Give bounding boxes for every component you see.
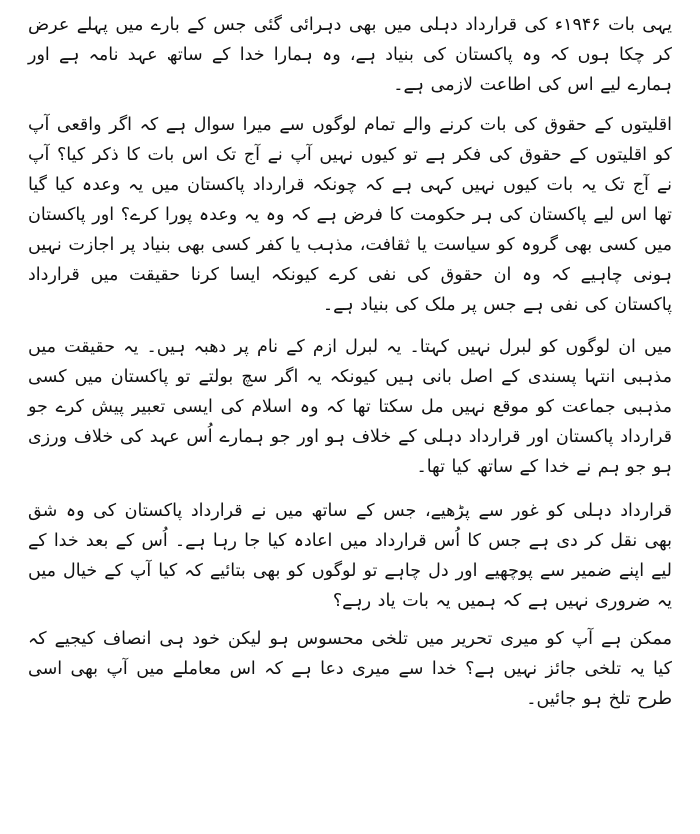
paragraph-minority-rights: اقلیتوں کے حقوق کی بات کرنے والے تمام لوگوں سے میرا سوال ہے کہ اگر واقعی آپ کو اقلیتوں کے حقوق کی فکر ہے تو کیوں نہیں آپ نے آج تک اس بات کا ذکر کیا؟ آپ نے آج تک یہ بات کیوں نہیں کہی ہے کہ چونکہ قرارداد پاکستان میں یہ وعدہ کیا گیا تھا اس لیے پاکستان کی ہر حکومت کا فرض ہے کہ وہ یہ وعدہ پورا کرے؟ اور پاکستان میں کسی بھی گروہ کو سیاست یا ثقافت، مذہب یا کفر کسی بھی بنیاد پر اجازت نہیں ہونی چاہیے کہ وہ ان حقوق کی نفی کرے کیونکہ ایسا کرنا حقیقت میں قرارداد پاکستان کی نفی ہے جس پر ملک کی بنیاد ہے۔ (28, 115, 672, 315)
paragraph-closing-prayer: ممکن ہے آپ کو میری تحریر میں تلخی محسوس ہو لیکن خود ہی انصاف کیجیے کہ کیا یہ تلخی جائز نہیں ہے؟ خدا سے میری دعا ہے کہ اس معاملے میں آپ بھی اسی طرح تلخ ہو جائیں۔ (28, 629, 672, 709)
paragraph-liberals: میں ان لوگوں کو لبرل نہیں کہتا۔ یہ لبرل ازم کے نام پر دھبہ ہیں۔ یہ حقیقت میں مذہبی انتہا پسندی کے اصل بانی ہیں کیونکہ یہ اگر سچ بولتے تو پاکستان میں کسی مذہبی جماعت کو موقع نہیں مل سکتا تھا کہ وہ اسلام کی ایسی تعبیر پیش کرے جو قرارداد پاکستان اور قرارداد دہلی کے خلاف ہو اور جو ہمارے اُس عہد کی خلاف ورزی ہو جو ہم نے خدا کے ساتھ کیا تھا۔ (28, 337, 672, 477)
paragraph-delhi-resolution: یہی بات ۱۹۴۶ء کی قرارداد دہلی میں بھی دہرائی گئی جس کے بارے میں پہلے عرض کر چکا ہوں کہ وہ پاکستان کی بنیاد ہے، وہ ہمارا خدا کے ساتھ عہد نامہ ہے اور ہمارے لیے اس کی اطاعت لازمی ہے۔ (28, 15, 672, 95)
paragraph-read-resolution: قرارداد دہلی کو غور سے پڑھیے، جس کے ساتھ میں نے قرارداد پاکستان کی وہ شق بھی نقل کر دی ہے جس کا اُس قرارداد میں اعادہ کیا جا رہا ہے۔ اُس کے بعد خدا کے لیے اپنے ضمیر سے پوچھیے اور دل چاہے تو لوگوں کو بھی بتائیے کہ کیا آپ کے خیال میں یہ ضروری نہیں ہے کہ ہمیں یہ بات یاد رہے؟ (28, 501, 672, 611)
